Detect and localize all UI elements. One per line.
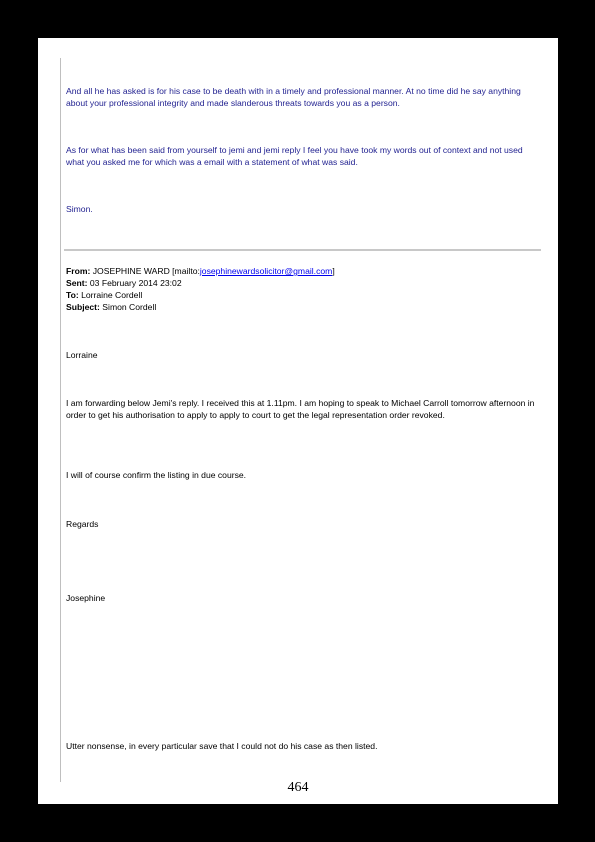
sender-name: Josephine: [66, 593, 106, 603]
sent-label: Sent:: [66, 278, 88, 288]
reply-paragraph-1: And all he has asked is for his case to be death with in a timely and professional manner. At no time did he say anything about your professional integrity and made slanderous threats towards you as a person.: [66, 86, 521, 108]
from-email-link[interactable]: josephinewardsolicitor@gmail.com: [199, 266, 333, 276]
from-row: [66, 265, 536, 277]
forwarded-paragraph-2: I will of course confirm the listing in due course.: [66, 470, 247, 480]
document-page: [38, 38, 558, 804]
reply-paragraph-2: As for what has been said from yourself to jemi and jemi reply I feel you have took my words out of context and not used what you asked me for which was a email with a statement of what was said.: [66, 145, 523, 167]
quote-margin-rule: [60, 58, 61, 782]
forwarded-email-header: [66, 265, 536, 313]
to-value: Lorraine Cordell: [81, 290, 143, 300]
to-label: To:: [66, 290, 79, 300]
greeting: Lorraine: [66, 350, 98, 360]
page-number: 464: [287, 780, 309, 795]
annotation-note: Utter nonsense, in every particular save that I could not do his case as then listed.: [66, 741, 378, 751]
email-separator: [64, 249, 541, 251]
sent-row: [66, 277, 536, 289]
subject-row: [66, 301, 536, 313]
closing: Regards: [66, 519, 99, 529]
forwarded-paragraph-1: I am forwarding below Jemi's reply. I received this at 1.11pm. I am hoping to speak to Michael Carroll tomorrow afternoon in order to get his authorisation to apply to apply to court to get the legal representation order revoked.: [66, 398, 535, 420]
to-row: [66, 289, 536, 301]
subject-label: Subject:: [66, 302, 100, 312]
from-label: From:: [66, 266, 91, 276]
reply-signature: Simon.: [66, 204, 93, 214]
from-name: JOSEPHINE WARD [mailto:: [92, 266, 200, 276]
sent-value: 03 February 2014 23:02: [89, 278, 182, 288]
from-close: ]: [332, 266, 335, 276]
subject-value: Simon Cordell: [102, 302, 157, 312]
